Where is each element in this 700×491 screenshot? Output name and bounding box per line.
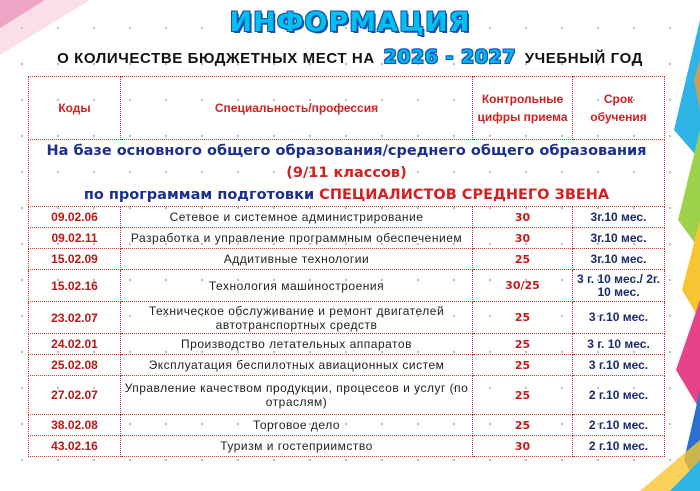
table-row xyxy=(29,355,665,376)
column-header-control: Контрольные цифры приема xyxy=(473,77,573,140)
specialty-cell: Эксплуатация беспилотных авиационных систем xyxy=(121,355,473,376)
duration-cell: 3 г.10 мес. xyxy=(573,302,665,334)
control-figures-cell: 25 xyxy=(473,355,573,376)
budget-places-table xyxy=(28,76,665,457)
code-cell: 25.02.08 xyxy=(29,355,121,376)
duration-cell: 3 г.10 мес. xyxy=(573,355,665,376)
table-row xyxy=(29,249,665,270)
specialty-cell: Сетевое и системное администрирование xyxy=(121,207,473,228)
academic-year: 2026 - 2027 xyxy=(383,46,516,68)
section-heading xyxy=(29,140,665,207)
control-figures-cell: 25 xyxy=(473,334,573,355)
code-cell: 09.02.11 xyxy=(29,228,121,249)
code-cell: 27.02.07 xyxy=(29,376,121,415)
code-cell: 23.02.07 xyxy=(29,302,121,334)
control-figures-cell: 25 xyxy=(473,415,573,436)
code-cell: 15.02.09 xyxy=(29,249,121,270)
table-row xyxy=(29,415,665,436)
table-header-row xyxy=(29,77,665,140)
specialty-cell: Производство летательных аппаратов xyxy=(121,334,473,355)
duration-cell: 3г.10 мес. xyxy=(573,207,665,228)
control-figures-cell: 25 xyxy=(473,376,573,415)
table-row xyxy=(29,436,665,457)
control-figures-cell: 30 xyxy=(473,228,573,249)
duration-cell: 2 г.10 мес. xyxy=(573,436,665,457)
column-header-code: Коды xyxy=(29,77,121,140)
section-row xyxy=(29,140,665,207)
control-figures-cell: 25 xyxy=(473,249,573,270)
code-cell: 24.02.01 xyxy=(29,334,121,355)
code-cell: 38.02.08 xyxy=(29,415,121,436)
duration-cell: 3 г. 10 мес. xyxy=(573,334,665,355)
specialty-cell: Туризм и гостеприимство xyxy=(121,436,473,457)
subtitle-text-end: УЧЕБНЫЙ ГОД xyxy=(524,50,643,67)
section-line1: На базе основного общего образования/среднего общего образования xyxy=(46,143,647,159)
control-figures-cell: 25 xyxy=(473,302,573,334)
code-cell: 43.02.16 xyxy=(29,436,121,457)
specialty-cell: Разработка и управление программным обеспечением xyxy=(121,228,473,249)
specialty-cell: Техническое обслуживание и ремонт двигателей автотранспортных средств xyxy=(121,302,473,334)
corner-decoration-right xyxy=(664,20,700,491)
table-row xyxy=(29,228,665,249)
code-cell: 15.02.16 xyxy=(29,270,121,302)
page-subtitle xyxy=(0,46,700,68)
control-figures-cell: 30/25 xyxy=(473,270,573,302)
duration-cell: 2 г.10 мес. xyxy=(573,415,665,436)
specialty-cell: Управление качеством продукции, процессов и услуг (по отраслям) xyxy=(121,376,473,415)
duration-cell: 2 г.10 мес. xyxy=(573,376,665,415)
specialty-cell: Торговое дело xyxy=(121,415,473,436)
section-line2: по программам подготовки xyxy=(83,187,315,203)
duration-cell: 3 г. 10 мес./ 2г. 10 мес. xyxy=(573,270,665,302)
specialty-cell: Технология машиностроения xyxy=(121,270,473,302)
control-figures-cell: 30 xyxy=(473,436,573,457)
duration-cell: 3г.10 мес. xyxy=(573,228,665,249)
table-row xyxy=(29,376,665,415)
code-cell: 09.02.06 xyxy=(29,207,121,228)
table-row xyxy=(29,207,665,228)
table-row xyxy=(29,302,665,334)
column-header-specialty: Специальность/профессия xyxy=(121,77,473,140)
column-header-duration: Срок обучения xyxy=(573,77,665,140)
table-row xyxy=(29,270,665,302)
specialty-cell: Аддитивные технологии xyxy=(121,249,473,270)
subtitle-text-start: О КОЛИЧЕСТВЕ БЮДЖЕТНЫХ МЕСТ НА xyxy=(57,50,375,67)
page-title: ИНФОРМАЦИЯ xyxy=(229,7,471,38)
section-line1-highlight: (9/11 классов) xyxy=(286,165,407,181)
duration-cell: 3г.10 мес. xyxy=(573,249,665,270)
control-figures-cell: 30 xyxy=(473,207,573,228)
table-row xyxy=(29,334,665,355)
section-line2-highlight: СПЕЦИАЛИСТОВ СРЕДНЕГО ЗВЕНА xyxy=(319,187,610,203)
